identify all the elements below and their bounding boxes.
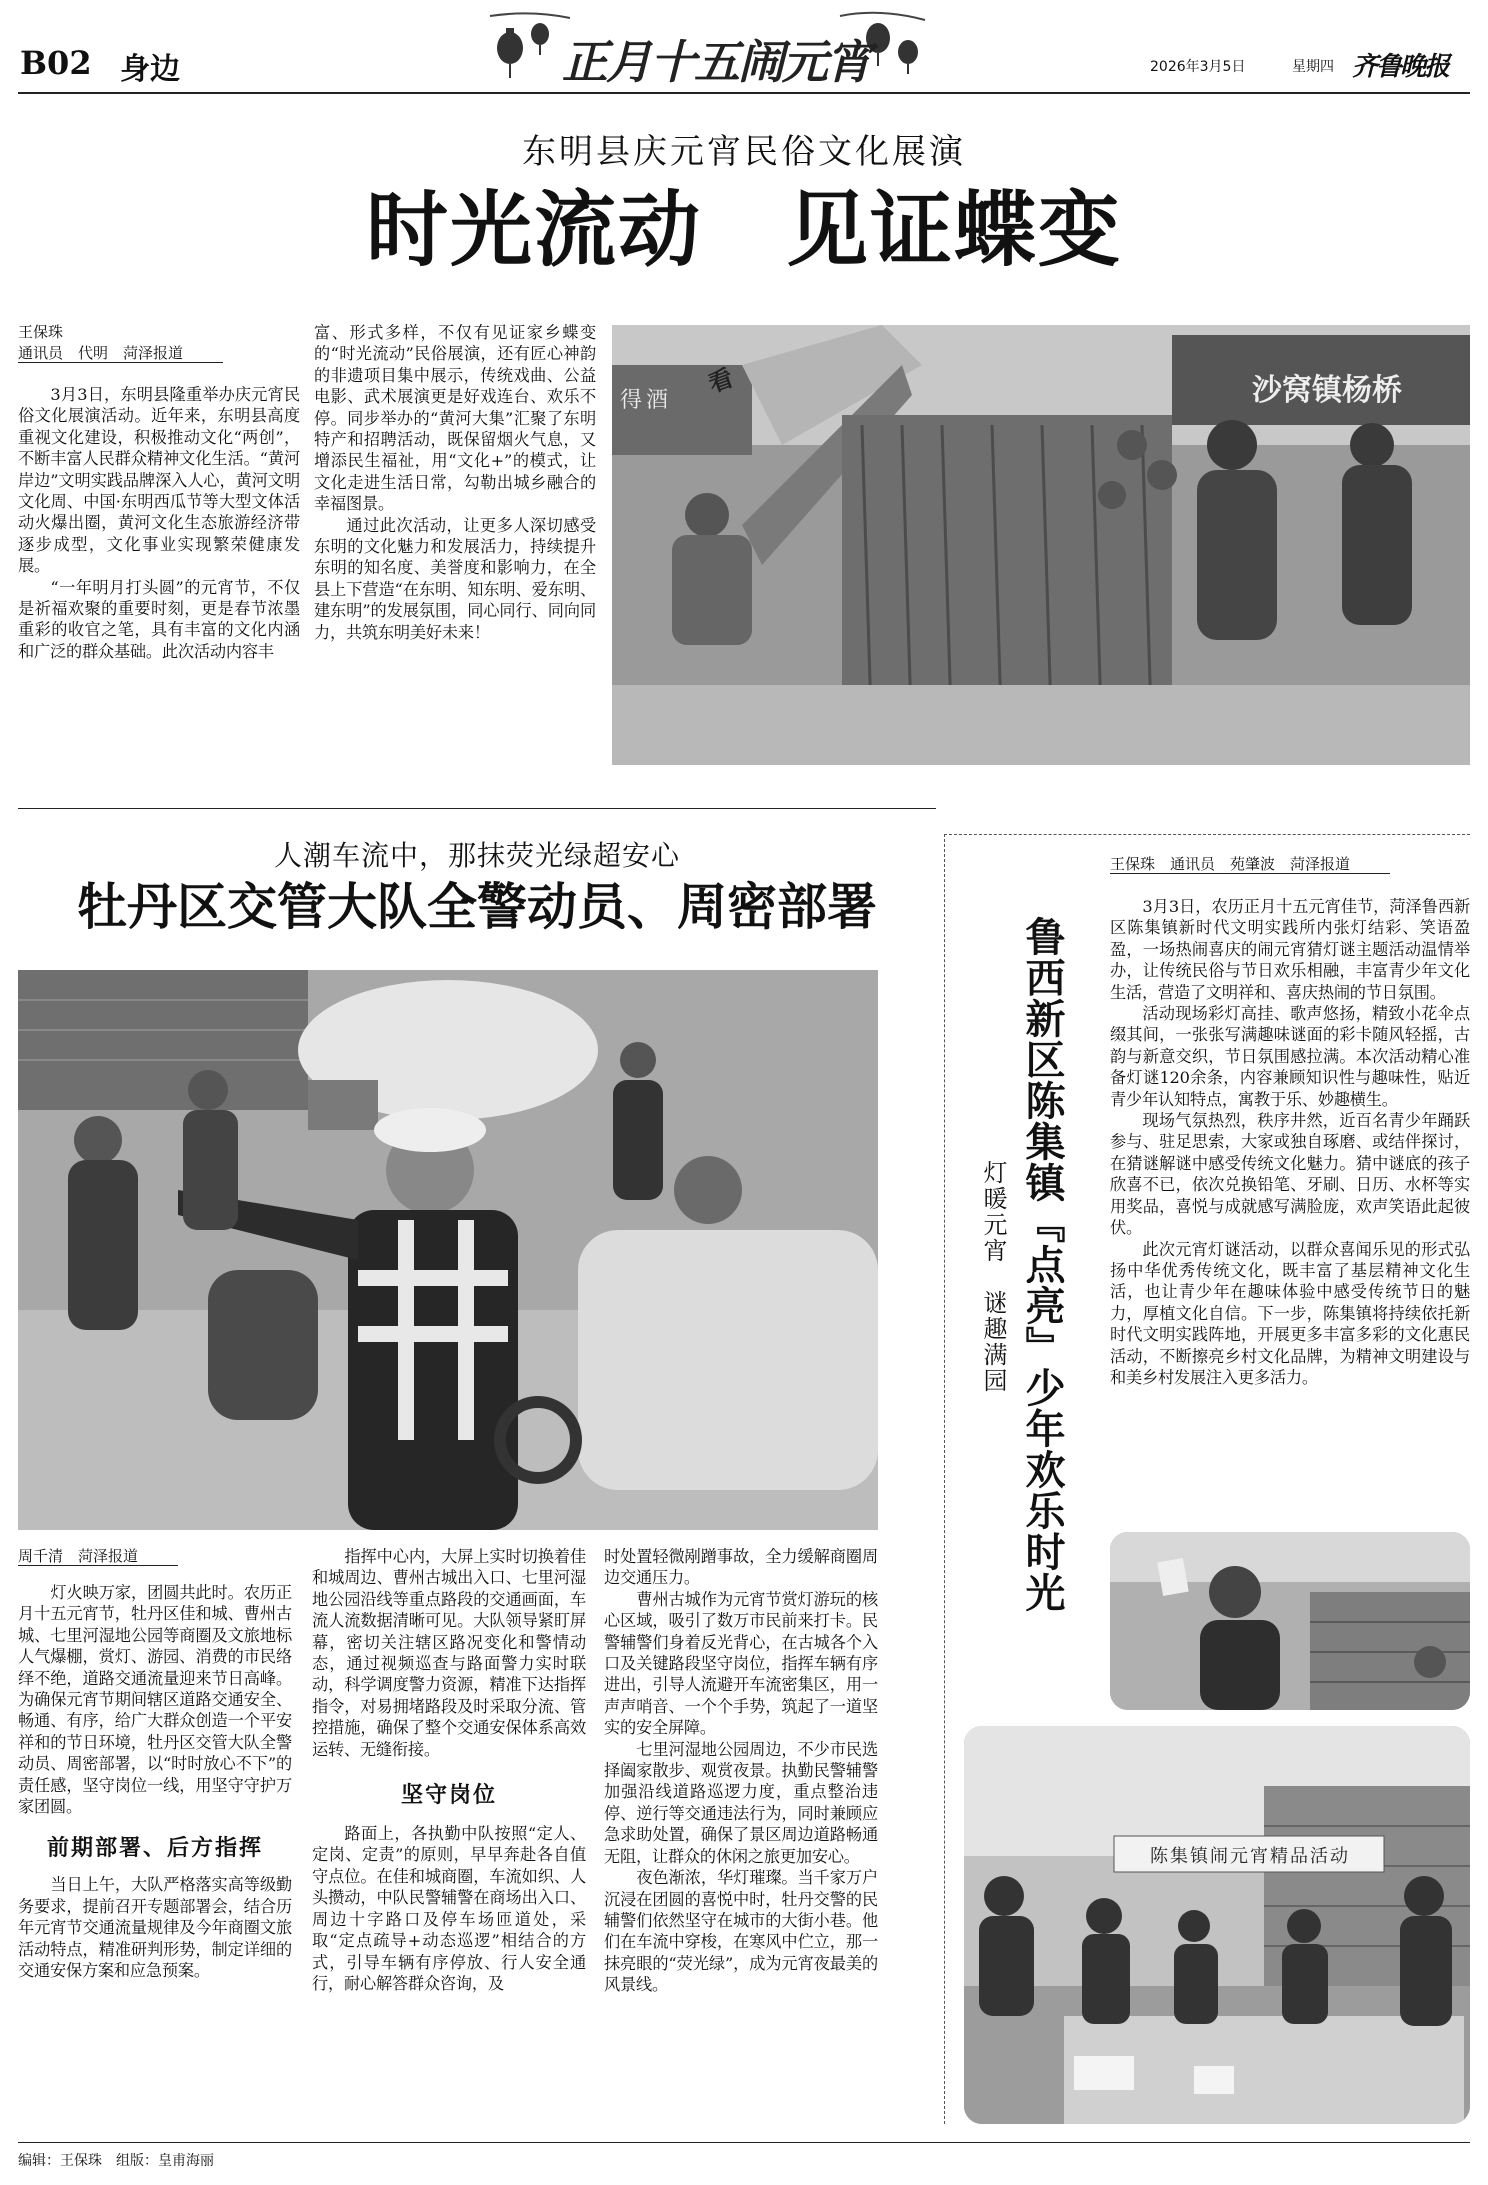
page-code: B02: [20, 44, 92, 82]
photo1-sign-a: 看: [704, 362, 737, 399]
article1-col1: [18, 384, 300, 662]
section-divider: [18, 808, 936, 809]
page-header: [0, 0, 1488, 100]
photo1-sign-c: 得酒: [620, 388, 673, 413]
paper-logo: 齐鲁晚报: [1352, 52, 1449, 82]
article2-photo: [18, 970, 878, 1530]
article3-subhead: 灯暖元宵 谜趣满园: [979, 1160, 1007, 1394]
article2-paragraph: 夜色渐浓，华灯璀璨。当千家万户沉浸在团圆的喜悦中时，牡丹交警的民辅警们依然坚守在城市的大街小巷。他们在车流中穿梭，在寒风中伫立，那一抹亮眼的“荧光绿”，成为元宵夜最美的风景线。: [604, 1868, 878, 1995]
article3-body: [1110, 896, 1470, 1388]
article1-kicker: 东明县庆元宵民俗文化展演: [522, 132, 966, 172]
article2-subhead-2: 坚守岗位: [400, 1782, 497, 1809]
article1-author: 王保珠: [18, 323, 64, 341]
article1-photo: [612, 325, 1470, 765]
article2-subhead-1: 前期部署、后方指挥: [46, 1835, 263, 1862]
article2-col3: [604, 1546, 878, 1996]
article1-paragraph: 富、形式多样，不仅有见证家乡蝶变的“时光流动”民俗展演，还有匠心神韵的非遗项目集中展示，传统戏曲、公益电影、武术展演更是好戏连台、欢乐不停。同步举办的“黄河大集”汇聚了东明特产和招聘活动，既保留烟火气息，又增添民生福祉，用“文化+”的模式，让文化走进生活日常，勾勒出城乡融合的幸福图景。: [314, 323, 596, 514]
article3-paragraph: 3月3日，农历正月十五元宵佳节，菏泽鲁西新区陈集镇新时代文明实践所内张灯结彩、笑语盈盈，一场热闹喜庆的闹元宵猜灯谜主题活动温情举办，让传统民俗与节日欢乐相融，丰富青少年文化生活，营造了文明祥和、喜庆热闹的节日氛围。: [1110, 897, 1470, 1002]
article3-paragraph: 活动现场彩灯高挂、歌声悠扬，精致小花伞点缀其间，一张张写满趣味谜面的彩卡随风轻摇，古韵与新意交织，节日氛围感拉满。本次活动精心准备灯谜120余条，内容兼顾知识性与趣味性，贴近青少年认知特点，寓教于乐、妙趣横生。: [1110, 1004, 1470, 1109]
article2-paragraph: 时处置轻微剐蹭事故，全力缓解商圈周边交通压力。: [604, 1547, 878, 1588]
article2-paragraph: 指挥中心内，大屏上实时切换着佳和城周边、曹州古城出入口、七里河湿地公园沿线等重点路段的交通画面，车流人流数据清晰可见。大队领导紧盯屏幕，密切关注辖区路况变化和警情动态，通过视频巡查与路面警力实时联动，科学调度警力资源，精准下达指挥指令，对易拥堵路段及时采取分流、管控措施，确保了整个交通安保体系高效运转、无缝衔接。: [312, 1547, 586, 1759]
article1-headline: 时光流动 见证蝶变: [365, 182, 1122, 278]
article2-kicker: 人潮车流中，那抹荧光绿超安心: [273, 839, 680, 872]
article2-col1: [18, 1582, 292, 1982]
footer-rule: [18, 2142, 1470, 2143]
article3-paragraph: 此次元宵灯谜活动，以群众喜闻乐见的形式弘扬中华优秀传统文化，既丰富了基层精神文化生活，也让青少年在趣味体验中感受传统节日的魅力，厚植文化自信。下一步，陈集镇将持续依托新时代文明实践阵地，开展更多丰富多彩的文化惠民活动，不断擦亮乡村文化品牌，为精神文明建设与和美乡村发展注入更多活力。: [1110, 1239, 1470, 1387]
photo1-sign-b: 沙窝镇杨桥: [1252, 373, 1402, 408]
header-rule: [18, 92, 1470, 94]
issue-date: 2026年3月5日: [1150, 59, 1246, 75]
article1-paragraph: 通过此次活动，让更多人深切感受东明的文化魅力和发展活力，持续提升东明的知名度、美誉度和影响力，在全县上下营造“在东明、知东明、爱东明、建东明”的发展氛围，同心同行、同向同力，共筑东明美好未来！: [314, 515, 596, 642]
article2-paragraph: 七里河湿地公园周边，不少市民选择阖家散步、观赏夜景。执勤民警辅警加强沿线道路巡逻力度，重点整治违停、逆行等交通违法行为，同时兼顾应急求助处置，确保了景区周边道路畅通无阻，让群众的休闲之旅更加安心。: [604, 1739, 878, 1866]
masthead-art: [470, 8, 940, 94]
article1-paragraph: 3月3日，东明县隆重举办庆元宵民俗文化展演活动。近年来，东明县高度重视文化建设，积极推动文化“两创”，不断丰富人民群众精神文化生活。“黄河岸边”文明实践品牌深入人心，黄河文明文化周、中国·东明西瓜节等大型文体活动火爆出圈，黄河文化生态旅游经济带逐步成型，文化事业实现繁荣健康发展。: [18, 385, 300, 576]
photo3-banner-text: 陈集镇闹元宵精品活动: [1150, 1846, 1350, 1867]
article1-paragraph: “一年明月打头圆”的元宵节，不仅是祈福欢聚的重要时刻，更是春节浓墨重彩的收官之笔，具有丰富的文化内涵和广泛的群众基础。此次活动内容丰: [18, 577, 300, 661]
footer-credits: 编辑：王保珠 组版：皇甫海丽: [18, 2153, 214, 2169]
article3-headline: 鲁西新区陈集镇『点亮』少年欢乐时光: [1019, 916, 1066, 1613]
article2-paragraph: 曹州古城作为元宵节赏灯游玩的核心区域，吸引了数万市民前来打卡。民警辅警们身着反光背心，在古城各个入口及关键路段坚守岗位，指挥车辆有序进出，引导人流避开车流密集区，用一声声哨音、一个个手势，筑起了一道坚实的安全屏障。: [604, 1589, 878, 1738]
article2-paragraph: 路面上，各执勤中队按照“定人、定岗、定责”的原则，早早奔赴各自值守点位。在佳和城商圈，车流如织、人头攒动，中队民警辅警在商场出入口、周边十字路口及停车场匝道处，采取“定点疏导+动态巡逻”相结合的方式，引导车辆有序停放、行人安全通行，耐心解答群众咨询，及: [312, 1824, 586, 1993]
article1-col2: [314, 322, 596, 643]
article2-headline: 牡丹区交管大队全警动员、周密部署: [77, 877, 877, 936]
issue-weekday: 星期四: [1292, 59, 1334, 75]
article3-byline: 王保珠 通讯员 苑肇波 菏泽报道: [1110, 854, 1470, 875]
article1-byline: [18, 322, 298, 364]
article2-paragraph: 当日上午，大队严格落实高等级勤务要求，提前召开专题部署会，结合历年元宵节交通流量规律及今年商圈文旅活动特点，精准研判形势，制定详细的交通安保方案和应急预案。: [18, 1875, 292, 1981]
article2-paragraph: 灯火映万家，团圆共此时。农历正月十五元宵节，牡丹区佳和城、曹州古城、七里河湿地公园等商圈及文旅地标人气爆棚，赏灯、游园、消费的市民络绎不绝，道路交通流量迎来节日高峰。为确保元宵节期间辖区道路交通安全、畅通、有序，给广大群众创造一个平安祥和的节日环境，牡丹区交管大队全警动员、周密部署，以“时时放心不下”的责任感，坚守岗位一线，用坚守守护万家团圆。: [18, 1583, 292, 1817]
masthead-title: 正月十五闹元宵: [562, 35, 870, 89]
article3-photo-bottom: [964, 1726, 1470, 2124]
article2-byline: 周千清 菏泽报道: [18, 1546, 278, 1567]
article2-col2: [312, 1546, 586, 1994]
article3-photo-top: [1110, 1532, 1470, 1710]
article3-paragraph: 现场气氛热烈，秩序井然，近百名青少年踊跃参与、驻足思索，大家或独自琢磨、或结伴探讨，在猜谜解谜中感受传统文化魅力。猜中谜底的孩子欣喜不已，依次兑换铅笔、牙刷、日历、水杯等实用奖品，喜悦与成就感写满脸庞，欢声笑语此起彼伏。: [1110, 1111, 1470, 1238]
section-name: 身边: [120, 52, 180, 87]
article1-reporters: 通讯员 代明 菏泽报道: [18, 344, 223, 363]
